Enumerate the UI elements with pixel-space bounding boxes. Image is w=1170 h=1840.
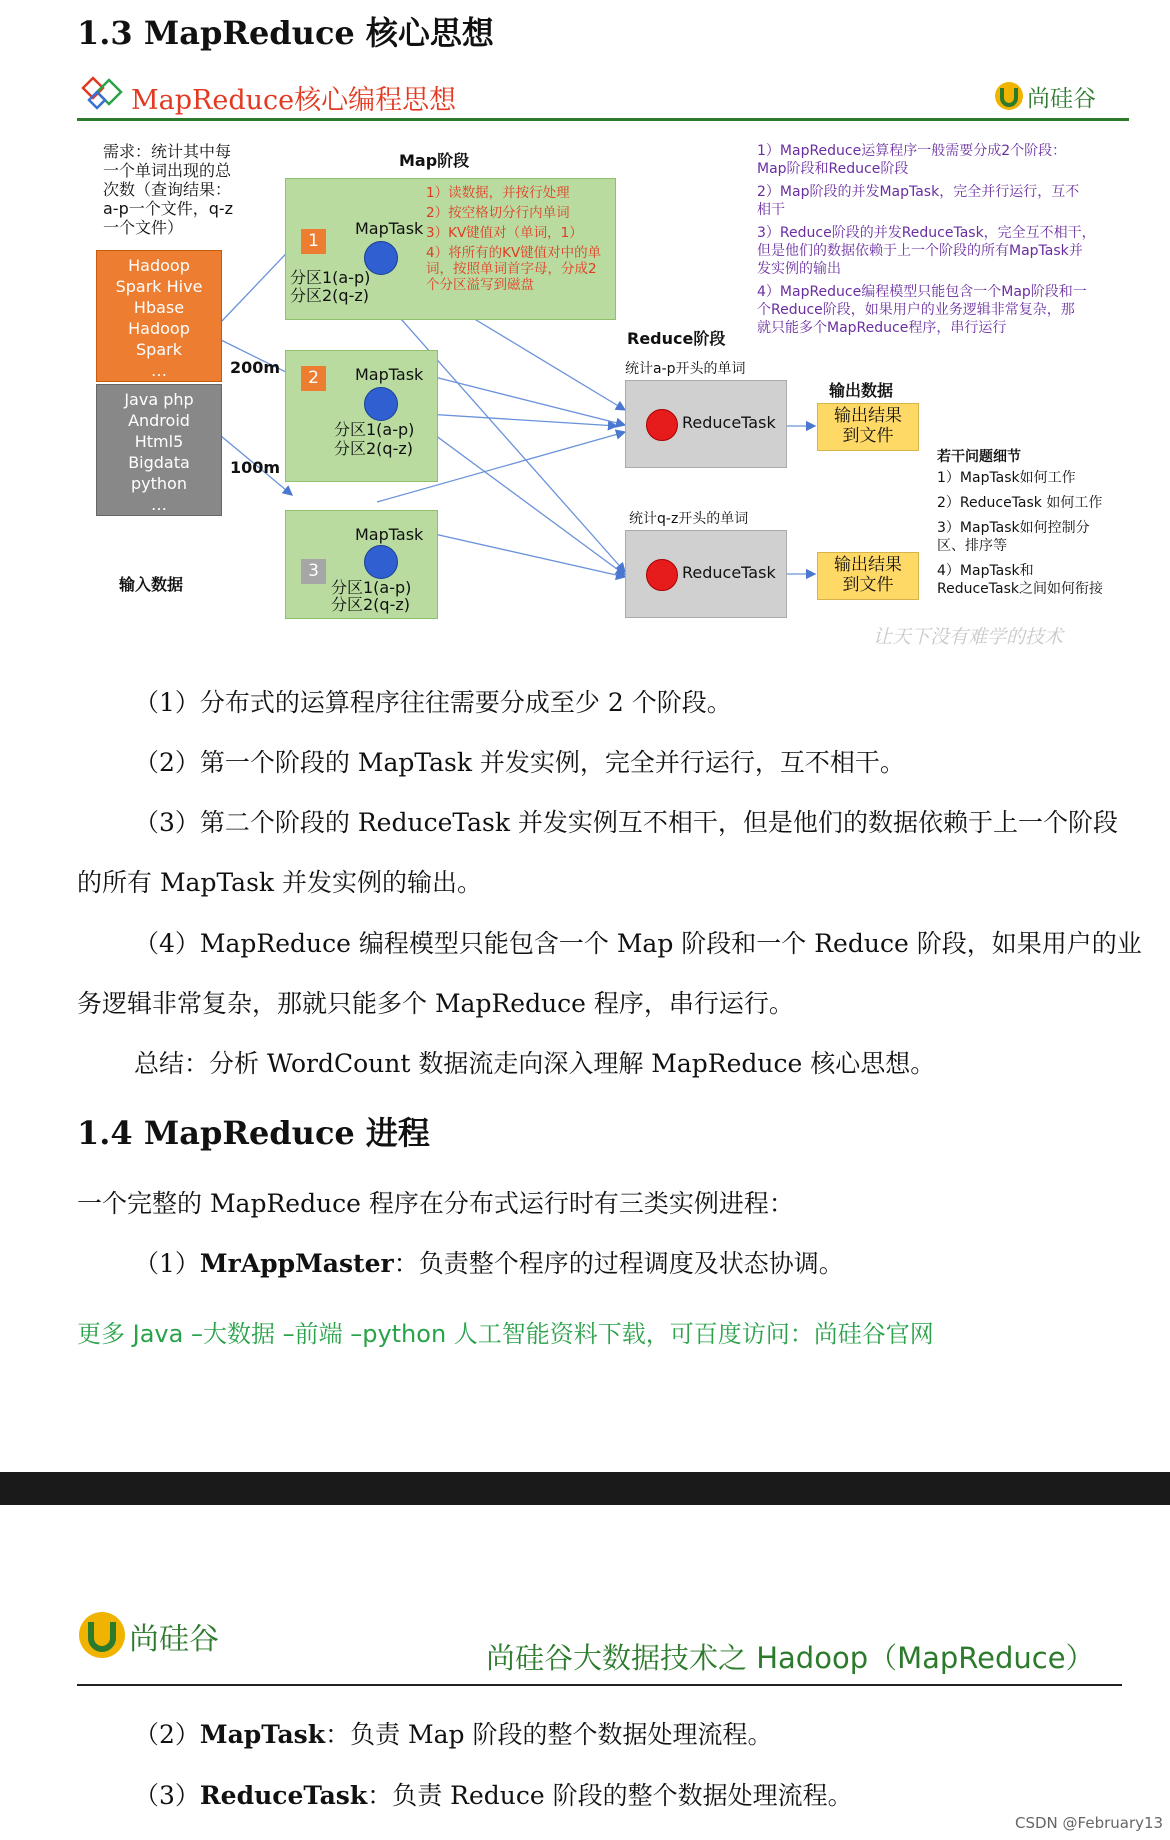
question-line: 3）MapTask如何控制分: [937, 520, 1090, 536]
task-number-badge: 3: [301, 559, 326, 584]
maptask-node-icon: [364, 545, 398, 579]
output-line: 到文件: [842, 575, 894, 595]
item-desc: ：负责 Map 阶段的整个数据处理流程。: [325, 1720, 773, 1749]
maptask-2-box: [285, 350, 438, 482]
requirement-line: 需求：统计其中每: [103, 142, 232, 161]
requirement-line: 一个文件）: [103, 218, 184, 237]
stage-notes: [757, 142, 1127, 337]
map-step: 词，按照单词首字母，分成2: [426, 261, 597, 277]
item-desc: ：负责 Reduce 阶段的整个数据处理流程。: [367, 1781, 853, 1810]
page2-logo-text: 尚硅谷: [129, 1622, 219, 1657]
requirement-line: 一个单词出现的总: [103, 161, 232, 180]
banner-logo: [993, 80, 1113, 112]
partition-label: 分区2(q-z): [334, 439, 413, 458]
section-title-1-4: 1.4 MapReduce 进程: [77, 1114, 430, 1152]
item-prefix: （1）: [134, 1249, 200, 1278]
reduce-stage-title: Reduce阶段: [627, 329, 726, 348]
map-step: 3）KV键值对（单词，1）: [426, 225, 583, 241]
question-details: [937, 448, 1127, 598]
note-line: 发实例的输出: [757, 261, 841, 277]
map-step: 4）将所有的KV键值对中的单: [426, 245, 602, 261]
reducetask-node-icon: [646, 559, 678, 591]
questions-title: 若干问题细节: [937, 449, 1021, 465]
item-prefix: （2）: [134, 1720, 200, 1749]
maptask-node-icon: [364, 387, 398, 421]
input-word: Html5: [134, 432, 184, 451]
reducetask-label: ReduceTask: [682, 563, 776, 582]
partition-label: 分区1(a-p): [334, 420, 415, 439]
question-line: ReduceTask之间如何衔接: [937, 581, 1103, 597]
input-word: Hbase: [133, 298, 185, 317]
reducetask-node-icon: [646, 409, 678, 441]
note-line: 就只能多个MapReduce程序，串行运行: [757, 320, 1007, 336]
shangguigu-logo-icon: [993, 80, 1025, 112]
input-word: python: [131, 474, 187, 493]
banner-title: MapReduce核心编程思想: [131, 85, 457, 116]
input-box-gray: [96, 384, 222, 516]
partition-label: 分区1(a-p): [331, 578, 412, 597]
question-line: 2）ReduceTask 如何工作: [937, 495, 1103, 511]
para-3-cont: 的所有 MapTask 并发实例的输出。: [77, 868, 483, 897]
note-line: 个Reduce阶段，如果用户的业务逻辑非常复杂，那: [757, 302, 1075, 318]
question-line: 1）MapTask如何工作: [937, 470, 1076, 486]
size-label: 100m: [230, 458, 281, 477]
process-item-2: [134, 1715, 772, 1751]
banner-logo-text: 尚硅谷: [1027, 86, 1096, 112]
para-3: （3）第二个阶段的 ReduceTask 并发实例互不相干，但是他们的数据依赖于上一个阶段: [134, 808, 1118, 837]
maptask-label: MapTask: [355, 525, 424, 544]
csdn-credit: CSDN @February13: [1015, 1814, 1164, 1832]
mapreduce-diagram: [77, 130, 1129, 660]
maptask-label: MapTask: [355, 219, 424, 238]
reduce-qz-caption: 统计q-z开头的单词: [629, 511, 749, 527]
item-term: MapTask: [199, 1720, 326, 1749]
diagram-banner: [77, 70, 1129, 122]
requirement-line: 次数（查询结果：: [103, 180, 232, 199]
maptask-label: MapTask: [355, 365, 424, 384]
note-line: 2）Map阶段的并发MapTask，完全并行运行，互不: [757, 184, 1080, 200]
input-word: Spark Hive: [115, 277, 203, 296]
reducetask-label: ReduceTask: [682, 413, 776, 432]
output-data-title: 输出数据: [829, 381, 894, 400]
page2-header-rule: [77, 1684, 1122, 1686]
question-line: 区、排序等: [937, 538, 1007, 554]
section-title-1-3: 1.3 MapReduce 核心思想: [77, 14, 494, 52]
item-term: ReduceTask: [199, 1781, 368, 1810]
promo-link[interactable]: 更多 Java –大数据 –前端 –python 人工智能资料下载，可百度访问：尚硅谷官网: [77, 1320, 934, 1348]
partition-label: 分区2(q-z): [290, 286, 369, 305]
note-line: Map阶段和Reduce阶段: [757, 161, 909, 177]
maptask-3-box: [285, 510, 438, 619]
requirement-text: [103, 142, 253, 237]
output-box-1: [817, 403, 919, 451]
partition-label: 分区2(q-z): [331, 595, 410, 614]
map-steps: [426, 183, 612, 293]
note-line: 相干: [757, 202, 785, 218]
para-4-cont: 务逻辑非常复杂，那就只能多个 MapReduce 程序，串行运行。: [77, 989, 794, 1018]
para-4: （4）MapReduce 编程模型只能包含一个 Map 阶段和一个 Reduce 阶段，如果用户的业: [134, 929, 1142, 958]
partition-label: 分区1(a-p): [290, 268, 371, 287]
input-box-orange: [96, 250, 222, 382]
page2-header-title: 尚硅谷大数据技术之 Hadoop（MapReduce）: [486, 1641, 1095, 1675]
task-number-badge: 2: [301, 366, 326, 391]
map-stage-title: Map阶段: [399, 151, 470, 170]
input-word: Java php: [124, 390, 194, 409]
input-word: Android: [128, 411, 190, 430]
process-item-1: [134, 1244, 844, 1280]
task-number-badge: 1: [301, 229, 326, 254]
input-data-title: 输入数据: [119, 575, 184, 594]
input-word: Bigdata: [128, 453, 190, 472]
page-break: [0, 1472, 1170, 1505]
para-2: （2）第一个阶段的 MapTask 并发实例，完全并行运行，互不相干。: [134, 748, 905, 777]
map-step: 1）读数据，并按行处理: [426, 185, 570, 201]
output-box-2: [817, 552, 919, 600]
slogan-watermark: 让天下没有难学的技术: [873, 626, 1064, 648]
output-line: 到文件: [842, 426, 894, 446]
item-prefix: （3）: [134, 1781, 200, 1810]
diamond-logo-icon: [79, 74, 127, 114]
page2-logo: [77, 1610, 257, 1660]
reduce-ap-caption: 统计a-p开头的单词: [625, 361, 746, 377]
input-word: Hadoop: [128, 319, 190, 338]
maptask-1-box: [285, 178, 616, 320]
banner-underline: [77, 118, 1129, 121]
process-intro: 一个完整的 MapReduce 程序在分布式运行时有三类实例进程：: [77, 1189, 794, 1218]
input-word: …: [151, 361, 167, 380]
reducetask-2-box: [625, 530, 787, 618]
para-1: （1）分布式的运算程序往往需要分成至少 2 个阶段。: [134, 688, 732, 717]
output-line: 输出结果: [834, 406, 902, 426]
shangguigu-logo-icon: [77, 1610, 127, 1660]
size-label: 200m: [230, 358, 281, 377]
item-desc: ：负责整个程序的过程调度及状态协调。: [393, 1249, 844, 1278]
map-step: 个分区溢写到磁盘: [426, 277, 534, 293]
note-line: 4）MapReduce编程模型只能包含一个Map阶段和一: [757, 284, 1087, 300]
input-word: Hadoop: [128, 256, 190, 275]
requirement-line: a-p一个文件，q-z: [103, 199, 234, 218]
question-line: 4）MapTask和: [937, 563, 1034, 579]
note-line: 3）Reduce阶段的并发ReduceTask，完全互不相干，: [757, 225, 1096, 241]
process-item-3: [134, 1776, 853, 1812]
map-step: 2）按空格切分行内单词: [426, 205, 570, 221]
para-summary: 总结：分析 WordCount 数据流走向深入理解 MapReduce 核心思想。: [134, 1049, 936, 1078]
input-word: Spark: [136, 340, 182, 359]
item-term: MrAppMaster: [199, 1249, 394, 1278]
input-word: …: [151, 495, 167, 514]
output-line: 输出结果: [834, 555, 902, 575]
note-line: 但是他们的数据依赖于上一个阶段的所有MapTask并: [757, 243, 1083, 259]
note-line: 1）MapReduce运算程序一般需要分成2个阶段：: [757, 143, 1067, 159]
reducetask-1-box: [625, 380, 787, 468]
